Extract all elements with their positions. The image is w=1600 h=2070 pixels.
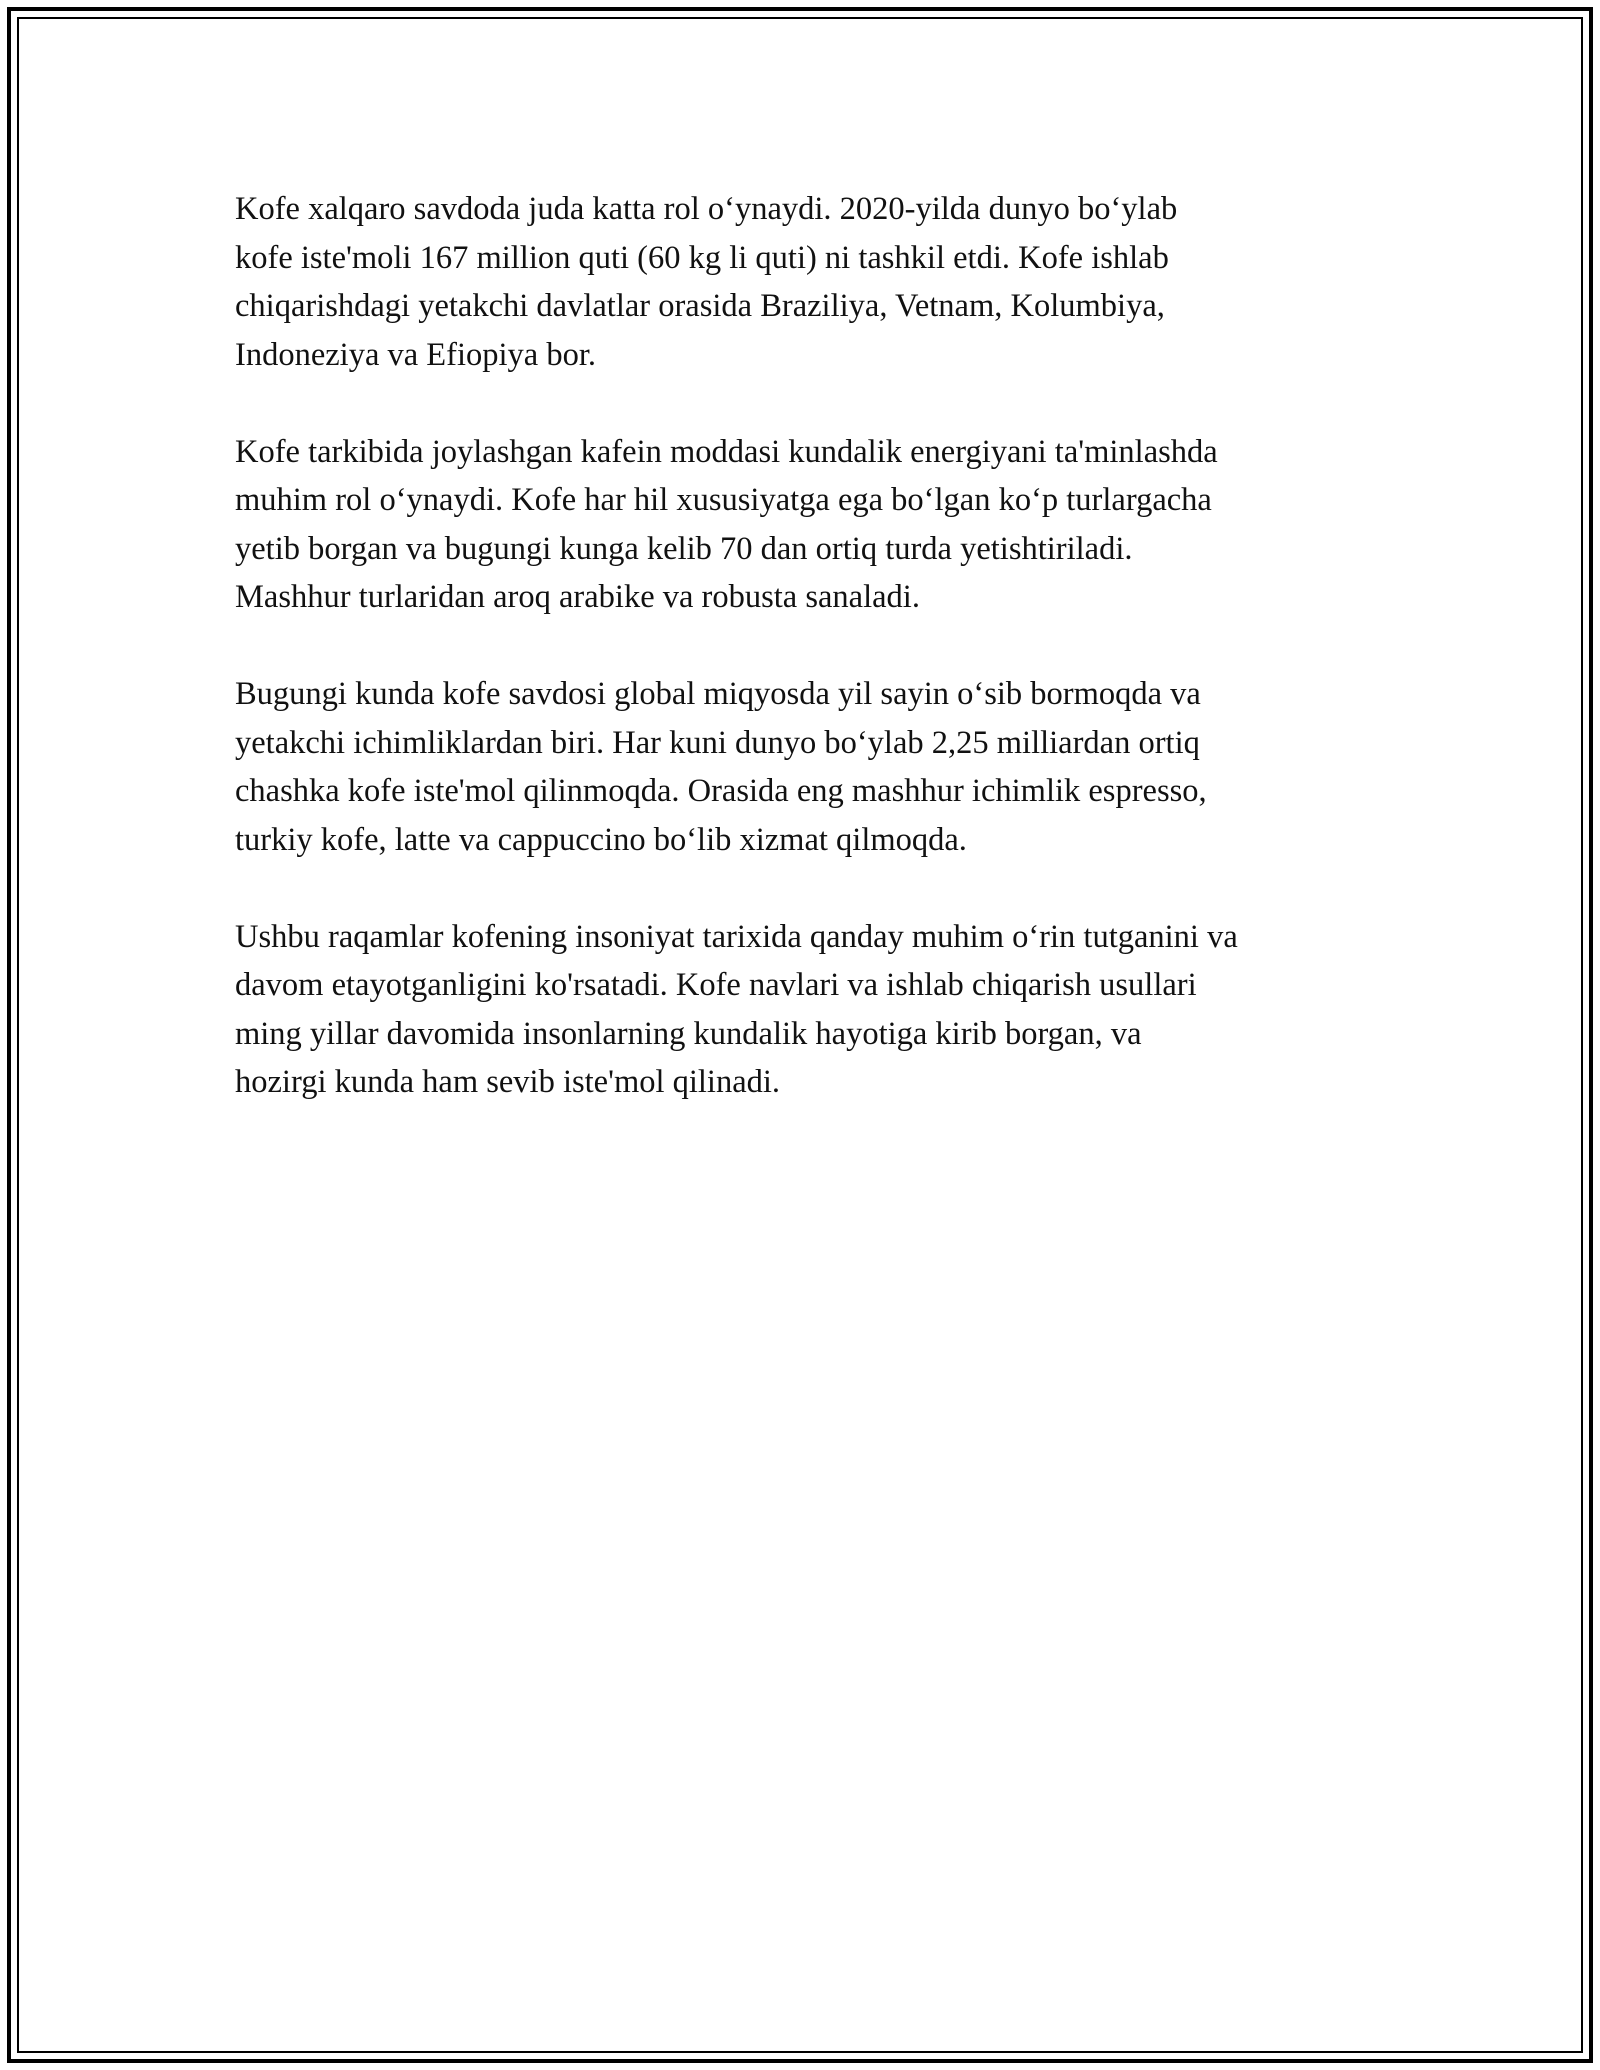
text-line: muhim rol oʻynaydi. Kofe har hil xususiyatga ega boʻlgan koʻp turlargacha [235,482,1212,518]
text-line: Bugungi kunda kofe savdosi global miqyosda yil sayin oʻsib bormoqda va [235,676,1201,712]
text-line: Kofe xalqaro savdoda juda katta rol oʻynaydi. 2020-yilda dunyo boʻylab [235,191,1178,227]
paragraph-coffee-trade [235,185,1415,379]
text-line: yetib borgan va bugungi kunga kelib 70 dan ortiq turda yetishtiriladi. [235,530,1133,567]
text-line: Ushbu raqamlar kofening insoniyat tarixida qanday muhim oʻrin tutganini va [235,918,1238,955]
paragraph-conclusion [235,913,1415,1107]
paragraph-caffeine [235,428,1415,622]
text-line: chiqarishdagi yetakchi davlatlar orasida Braziliya, Vetnam, Kolumbiya, [235,288,1165,324]
text-line: Indoneziya va Efiopiya bor. [235,336,596,373]
text-line: chashka kofe iste'mol qilinmoqda. Orasida eng mashhur ichimlik espresso, [235,773,1207,809]
text-line: Kofe tarkibida joylashgan kafein moddasi kundalik energiyani ta'minlashda [235,433,1218,470]
document-body [235,185,1415,1155]
paragraph-global-consumption [235,670,1415,864]
text-line: yetakchi ichimliklardan biri. Har kuni dunyo boʻylab 2,25 milliardan ortiq [235,724,1200,761]
text-line: Mashhur turlaridan aroq arabike va robusta sanaladi. [235,579,920,615]
text-line: hozirgi kunda ham sevib iste'mol qilinadi. [235,1064,781,1100]
text-line: davom etayotganligini ko'rsatadi. Kofe navlari va ishlab chiqarish usullari [235,967,1197,1003]
text-line: turkiy kofe, latte va cappuccino boʻlib xizmat qilmoqda. [235,821,967,858]
text-line: kofe iste'moli 167 million quti (60 kg li quti) ni tashkil etdi. Kofe ishlab [235,239,1169,276]
text-line: ming yillar davomida insonlarning kundalik hayotiga kirib borgan, va [235,1015,1142,1052]
